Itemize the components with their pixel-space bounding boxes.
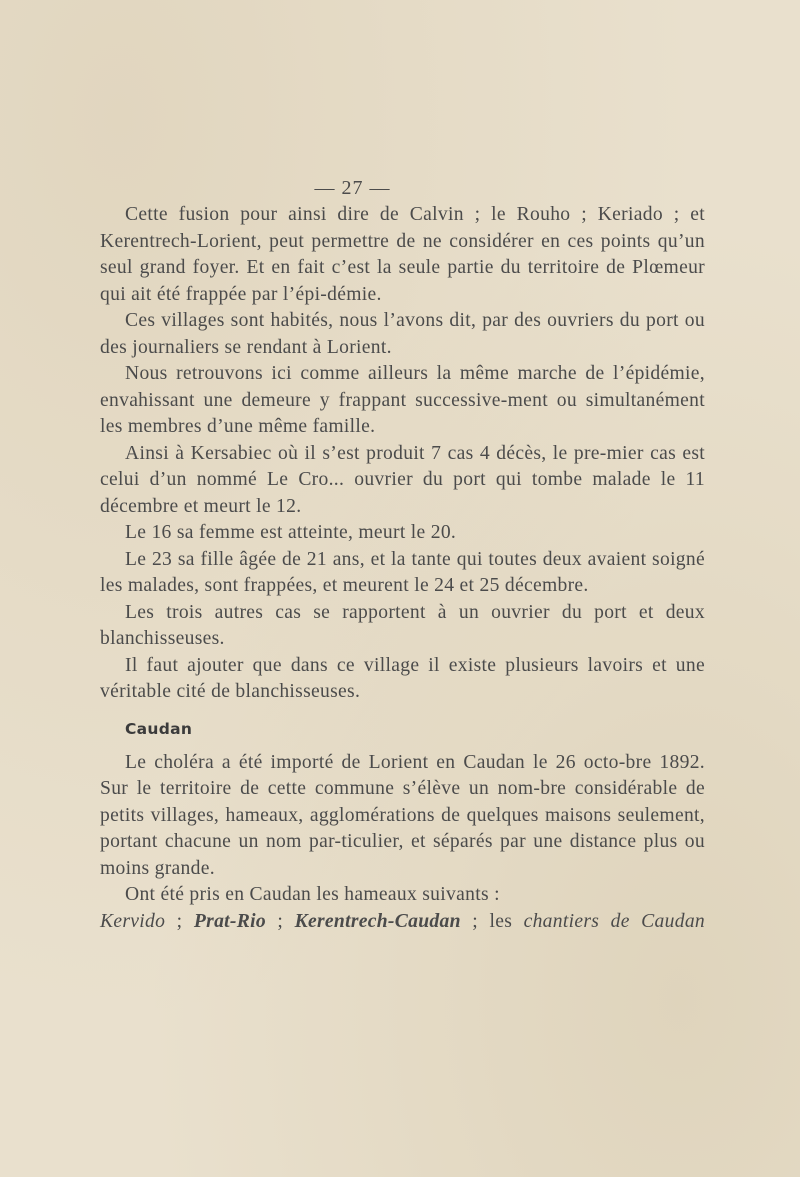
paragraph-epidemic-march: Nous retrouvons ici comme ailleurs la même marche de l’épidémie, envahissant une demeure y frappant successive-ment ou simultanément les membres d’une même famille. xyxy=(100,363,705,437)
hamlet-les: les xyxy=(489,910,513,932)
paragraph-caudan-import: Le choléra a été importé de Lorient en Caudan le 26 octo-bre 1892. Sur le territoire de cette commune s’élève un nom-bre considérable de petits villages, hameaux, agglomérations de quelques maisons seulement, portant chacune un nom par-ticulier, et séparés par une distance plus ou moins grande. xyxy=(100,751,705,879)
paragraph-other-cases: Les trois autres cas se rapportent à un ouvrier du port et deux blanchisseuses. xyxy=(100,601,705,649)
section-heading-caudan: Caudan xyxy=(125,719,193,738)
hamlet-list xyxy=(100,909,705,936)
paragraph-wife: Le 16 sa femme est atteinte, meurt le 20. xyxy=(125,522,457,543)
paragraph-laundries: Il faut ajouter que dans ce village il existe plusieurs lavoirs et une véritable cité de blanchisseuses. xyxy=(100,654,705,702)
hamlet-separator: ; xyxy=(460,910,490,932)
paragraph-kersabiec: Ainsi à Kersabiec où il s’est produit 7 cas 4 décès, le pre-mier cas est celui d’un nommé Le Cro... ouvrier du port qui tombe malade le 11 décembre et meurt le 12. xyxy=(100,442,705,517)
hamlet-separator: ; xyxy=(265,910,284,932)
hamlet-separator: ; xyxy=(165,910,183,932)
hamlet-kervido: Kervido xyxy=(100,910,166,932)
paragraph-villages: Ces villages sont habités, nous l’avons dit, par des ouvriers du port ou des journaliers se rendant à Lorient. xyxy=(100,310,705,358)
paragraph-caudan-hamlets: Ont été pris en Caudan les hameaux suivants : xyxy=(125,884,500,905)
hamlet-chantiers-caudan: chantiers de Caudan xyxy=(523,910,706,932)
paragraph-daughter: Le 23 sa fille âgée de 21 ans, et la tante qui toutes deux avaient soigné les malades, sont frappées, et meurent le 24 et 25 décembre. xyxy=(100,548,705,596)
hamlet-kerentrech-caudan: Kerentrech-Caudan xyxy=(294,910,461,932)
body-text xyxy=(100,202,705,935)
hamlet-prat-rio: Prat-Rio xyxy=(193,910,266,932)
page-number: — 27 — xyxy=(314,177,391,199)
paragraph-fusion: Cette fusion pour ainsi dire de Calvin ; le Rouho ; Keriado ; et Kerentrech-Lorient, peut permettre de ne considérer en ces points qu’un seul grand foyer. Et en fait c’est la seule partie du territoire de Plœmeur qui ait été frappée par l’épi-démie. xyxy=(100,204,705,305)
